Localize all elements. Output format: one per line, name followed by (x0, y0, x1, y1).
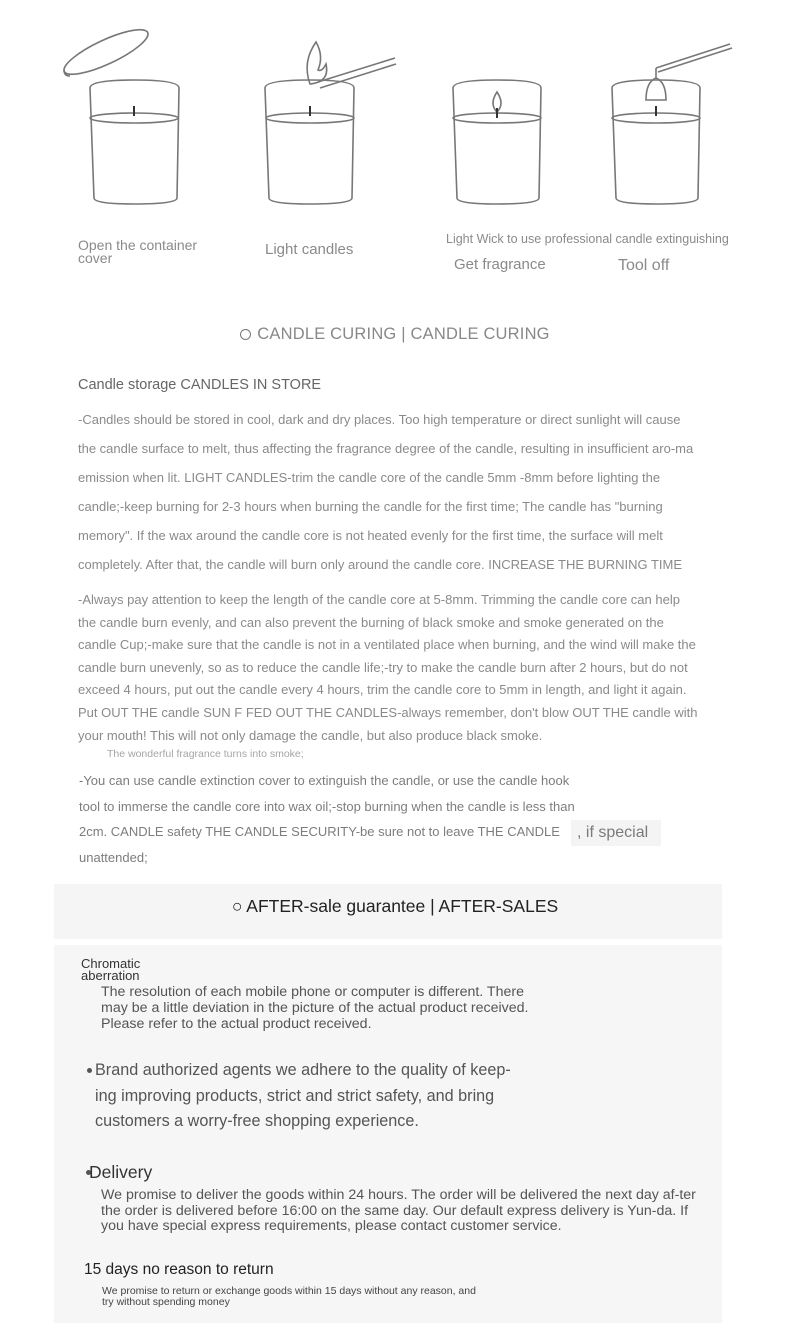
brand-authorized-text: Brand authorized agents we adhere to the quality of keep-ing improving products, strict and strict safety, and bring customers a worry-free shopping experience. (95, 1061, 511, 1130)
candle-jar-3-icon (453, 80, 541, 204)
candle-curing-heading: CANDLE CURING | CANDLE CURING (0, 325, 790, 344)
usage-steps-illustration (0, 0, 790, 300)
storage-paragraph-2: -Always pay attention to keep the length of the candle core at 5-8mm. Trimming the candle core can help the candle burn evenly, and can also prevent the burning of black smoke and smoke generated on the candle Cup;-make sure that the candle is not in a ventilated place when burning, and the wind will make the candle burn unevenly, so as to reduce the candle life;-try to make the candle burn after 2 hours, but do not exceed 4 hours, put out the candle every 4 hours, trim the candle core to 5mm in length, and light it again. Put OUT THE candle SUN F FED OUT THE CANDLES-always remember, don't blow OUT THE candle with your mouth! This will not only damage the candle, but also produce black smoke. (78, 592, 698, 743)
candle-storage-title: Candle storage CANDLES IN STORE (78, 377, 322, 393)
storage-paragraph-3: -You can use candle extinction cover to extinguish the candle, or use the candle hook tool to immerse the candle core into wax oil;-stop burning when the candle is less than 2cm. CANDLE safety THE CANDLE SECURITY-be sure not to leave THE CANDLE unattended; (79, 773, 575, 865)
return-policy-title: 15 days no reason to return (84, 1261, 274, 1278)
candle-steps-drawing (0, 0, 790, 220)
storage-paragraph-1: -Candles should be stored in cool, dark and dry places. Too high temperature or direct sunlight will cause the candle surface to melt, thus affecting the fragrance degree of the candle, resulting in insufficient aro-ma emission when lit. LIGHT CANDLES-trim the candle core of the candle 5mm -8mm before lighting the candle;-keep burning for 2-3 hours when burning the candle for the first time; The candle has "burning memory". If the wax around the candle core is not heated evenly for the first time, the surface will melt completely. After that, the candle will burn only around the candle core. INCREASE THE BURNING TIME (78, 412, 694, 572)
chromatic-aberration-title: Chromatic aberration (81, 956, 141, 983)
circle-icon (240, 329, 251, 340)
delivery-text: We promise to deliver the goods within 24 hours. The order will be delivered the next day af-ter the order is delivered before 16:00 on the same day. Our default express delivery is Yun-da. If you have special express requirements, please contact customer service. (101, 1187, 696, 1234)
step-get-fragrance-label: Get fragrance (454, 256, 546, 273)
candle-jar-1-icon (59, 22, 179, 204)
step-tool-off-label: Tool off (618, 257, 670, 274)
if-special-snippet: , if special (571, 820, 661, 846)
candle-jar-2-icon (265, 42, 396, 204)
chromatic-aberration-text: The resolution of each mobile phone or computer is different. There may be a little deviation in the picture of the actual product received. Please refer to the actual product received. (101, 984, 529, 1032)
fragrance-note: The wonderful fragrance turns into smoke; (107, 748, 304, 760)
step-light-wick-label: Light Wick to use professional candle extinguishing (446, 232, 729, 246)
step-light-candles-label: Light candles (265, 241, 354, 258)
return-policy-text: We promise to return or exchange goods within 15 days without any reason, and try without spending money (102, 1285, 476, 1308)
step-open-cover-label: Open the container cover (78, 237, 198, 266)
bullet-dot-icon (87, 1068, 92, 1073)
after-sales-heading: ○ AFTER-sale guarantee | AFTER-SALES (231, 896, 559, 916)
candle-jar-4-icon (612, 44, 732, 204)
delivery-title: Delivery (89, 1162, 153, 1182)
